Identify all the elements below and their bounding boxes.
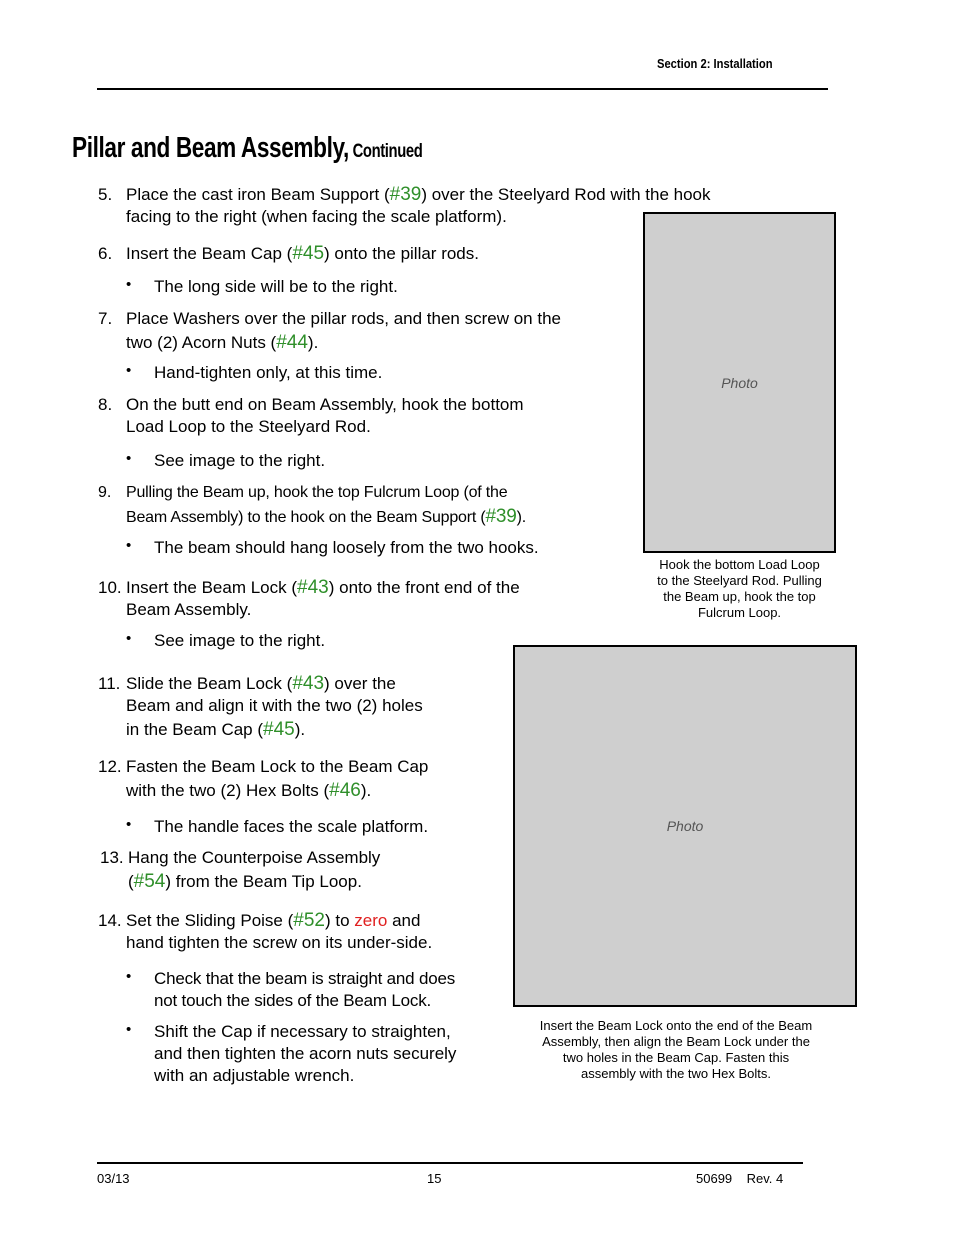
footer-divider [97,1162,803,1164]
part-ref: #44 [276,332,308,353]
step-number: 10. [98,578,122,597]
step-number: 6. [98,244,113,263]
page-title [72,132,422,165]
part-ref: #39 [485,506,517,527]
step-number: 5. [98,185,113,204]
hook-loop-photo: Photo [643,212,836,553]
header-divider [97,88,828,90]
part-ref: #43 [292,673,325,694]
step-number: 13. [100,848,124,867]
doc-revision: 50699 Rev. 4 [696,1171,784,1186]
step-number: 12. [98,757,122,776]
step-number: 14. [98,911,122,930]
step-number: 7. [98,309,113,328]
part-ref: #45 [263,719,295,740]
step-number: 9. [98,484,112,501]
title-sub: Continued [348,141,423,162]
title-main: Pillar and Beam Assembly, [72,132,349,164]
beam-lock-caption: Insert the Beam Lock onto the end of the Beam Assembly, then align the Beam Lock under the two holes in the Beam Cap. Fasten this assembly with the two Hex Bolts. [539,1018,813,1081]
footer-date: 03/13 [97,1171,130,1186]
section-header: Section 2: Installation [657,56,773,71]
step-number: 11. [98,674,121,693]
part-ref: #54 [133,871,166,892]
step-number: 8. [98,395,113,414]
part-ref: #43 [297,577,329,598]
hook-loop-caption: Hook the bottom Load Loop to the Steelyard Rod. Pulling the Beam up, hook the top Fulcrum Loop. [657,557,822,620]
part-ref: #45 [292,243,325,264]
part-ref: #52 [293,910,325,931]
zero-highlight: zero [354,911,388,930]
beam-lock-photo: Photo [513,645,857,1007]
part-ref: #39 [389,184,422,205]
part-ref: #46 [329,780,361,801]
page-number: 15 [427,1171,442,1186]
